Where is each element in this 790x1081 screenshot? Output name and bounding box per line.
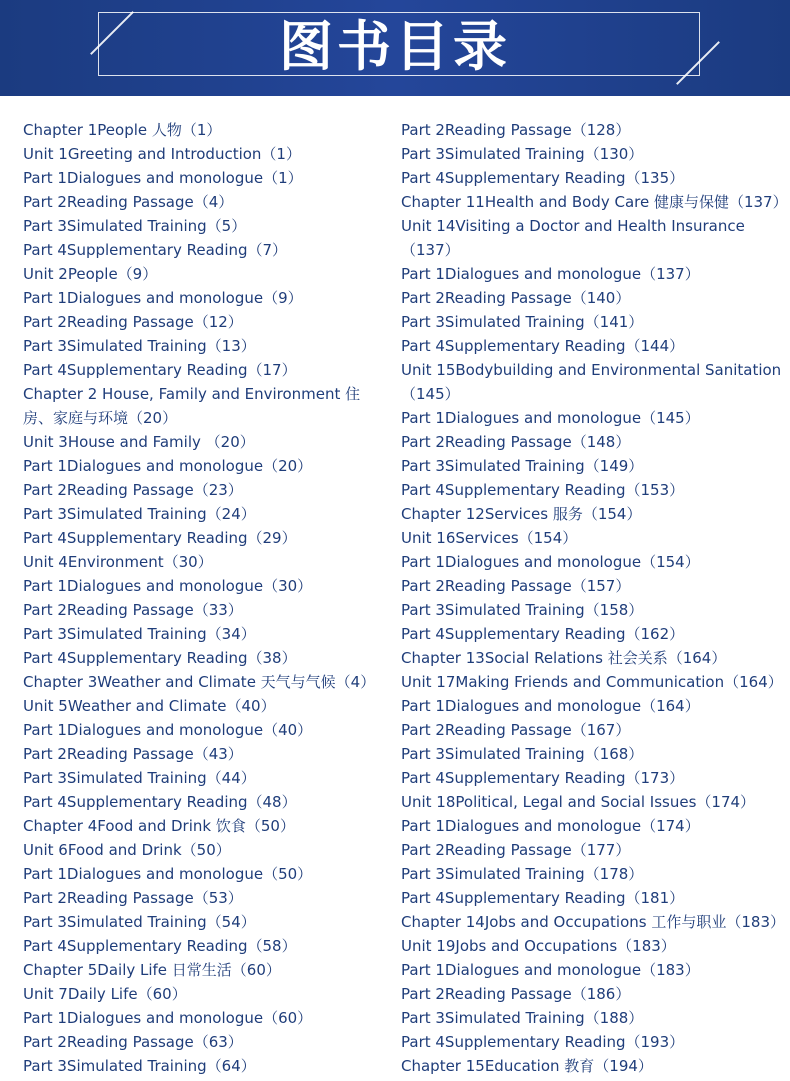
toc-entry: Part 2Reading Passage（167） [401, 721, 631, 739]
toc-entry: Part 4Supplementary Reading（173） [401, 769, 685, 787]
toc-entry: Part 2Reading Passage（23） [23, 481, 243, 499]
toc-entry: Part 2Reading Passage（53） [23, 889, 243, 907]
toc-entry: Part 1Dialogues and monologue（9） [23, 289, 303, 307]
toc-entry: Part 4Supplementary Reading（38） [23, 649, 297, 667]
toc-entry: Part 2Reading Passage（33） [23, 601, 243, 619]
toc-entry: Part 2Reading Passage（63） [23, 1033, 243, 1051]
toc-right-column [401, 118, 787, 1078]
toc-entry: Part 1Dialogues and monologue（40） [23, 721, 313, 739]
toc-entry: Part 3Simulated Training（54） [23, 913, 256, 931]
toc-entry: Unit 7Daily Life（60） [23, 985, 187, 1003]
toc-entry: Chapter 3Weather and Climate 天气与气候（4） [23, 673, 376, 691]
toc-entry: Part 3Simulated Training（130） [401, 145, 644, 163]
toc-entry: Part 3Simulated Training（168） [401, 745, 644, 763]
toc-entry: Part 3Simulated Training（34） [23, 625, 256, 643]
toc-entry: Chapter 5Daily Life 日常生活（60） [23, 961, 281, 979]
toc-entry: Unit 14Visiting a Doctor and Health Insurance（137） [401, 217, 745, 259]
toc-entry: Part 3Simulated Training（158） [401, 601, 644, 619]
toc-entry: Part 4Supplementary Reading（135） [401, 169, 685, 187]
toc-entry: Part 4Supplementary Reading（29） [23, 529, 297, 547]
toc-entry: Part 1Dialogues and monologue（145） [401, 409, 700, 427]
table-of-contents [0, 118, 790, 1081]
toc-entry: Part 2Reading Passage（186） [401, 985, 631, 1003]
toc-entry: Part 1Dialogues and monologue（60） [23, 1009, 313, 1027]
toc-entry: Part 1Dialogues and monologue（183） [401, 961, 700, 979]
toc-entry: Part 1Dialogues and monologue（30） [23, 577, 313, 595]
page-title: 图书目录 [279, 14, 511, 78]
toc-entry: Chapter 1People 人物（1） [23, 121, 222, 139]
toc-entry: Chapter 14Jobs and Occupations 工作与职业（183） [401, 913, 785, 931]
toc-entry: Part 2Reading Passage（128） [401, 121, 631, 139]
toc-entry: Chapter 15Education 教育（194） [401, 1057, 653, 1075]
toc-entry: Part 4Supplementary Reading（144） [401, 337, 685, 355]
toc-entry: Part 4Supplementary Reading（58） [23, 937, 297, 955]
toc-entry: Part 4Supplementary Reading（162） [401, 625, 685, 643]
toc-entry: Part 4Supplementary Reading（181） [401, 889, 685, 907]
toc-entry: Part 3Simulated Training（64） [23, 1057, 256, 1075]
toc-entry: Chapter 11Health and Body Care 健康与保健（137） [401, 193, 788, 211]
toc-entry: Part 4Supplementary Reading（48） [23, 793, 297, 811]
toc-entry: Part 3Simulated Training（24） [23, 505, 256, 523]
header-banner [0, 0, 790, 96]
toc-entry: Part 1Dialogues and monologue（164） [401, 697, 700, 715]
toc-entry: Part 3Simulated Training（141） [401, 313, 644, 331]
toc-entry: Part 2Reading Passage（157） [401, 577, 631, 595]
toc-entry: Unit 5Weather and Climate（40） [23, 697, 276, 715]
toc-entry: Chapter 4Food and Drink 饮食（50） [23, 817, 295, 835]
toc-entry: Part 4Supplementary Reading（153） [401, 481, 685, 499]
toc-entry: Unit 19Jobs and Occupations（183） [401, 937, 676, 955]
toc-entry: Part 3Simulated Training（5） [23, 217, 247, 235]
toc-entry: Part 1Dialogues and monologue（50） [23, 865, 313, 883]
toc-entry: Part 2Reading Passage（4） [23, 193, 234, 211]
toc-entry: Part 4Supplementary Reading（7） [23, 241, 288, 259]
toc-entry: Part 3Simulated Training（149） [401, 457, 644, 475]
toc-entry: Chapter 2 House, Family and Environment 住房、家庭与环境（20） [23, 385, 361, 427]
toc-entry: Part 1Dialogues and monologue（20） [23, 457, 313, 475]
toc-entry: Part 3Simulated Training（44） [23, 769, 256, 787]
toc-entry: Part 3Simulated Training（13） [23, 337, 256, 355]
toc-entry: Chapter 13Social Relations 社会关系（164） [401, 649, 727, 667]
toc-entry: Part 2Reading Passage（43） [23, 745, 243, 763]
toc-entry: Unit 17Making Friends and Communication（164） [401, 673, 783, 691]
toc-entry: Unit 2People（9） [23, 265, 158, 283]
toc-entry: Part 3Simulated Training（178） [401, 865, 644, 883]
toc-left-column [23, 118, 383, 1078]
toc-entry: Part 2Reading Passage（140） [401, 289, 631, 307]
toc-entry: Chapter 12Services 服务（154） [401, 505, 642, 523]
toc-entry: Part 2Reading Passage（148） [401, 433, 631, 451]
toc-entry: Unit 15Bodybuilding and Environmental Sanitation（145） [401, 361, 782, 403]
toc-entry: Part 2Reading Passage（177） [401, 841, 631, 859]
toc-entry: Part 4Supplementary Reading（193） [401, 1033, 685, 1051]
toc-entry: Part 1Dialogues and monologue（1） [23, 169, 303, 187]
toc-entry: Part 1Dialogues and monologue（154） [401, 553, 700, 571]
toc-entry: Part 1Dialogues and monologue（137） [401, 265, 700, 283]
toc-entry: Unit 6Food and Drink（50） [23, 841, 231, 859]
toc-entry: Unit 18Political, Legal and Social Issues（174） [401, 793, 756, 811]
toc-entry: Unit 3House and Family （20） [23, 433, 255, 451]
toc-entry: Part 2Reading Passage（12） [23, 313, 243, 331]
toc-entry: Unit 16Services（154） [401, 529, 578, 547]
toc-entry: Unit 4Environment（30） [23, 553, 213, 571]
toc-entry: Unit 1Greeting and Introduction（1） [23, 145, 301, 163]
toc-entry: Part 1Dialogues and monologue（174） [401, 817, 700, 835]
toc-entry: Part 4Supplementary Reading（17） [23, 361, 297, 379]
toc-entry: Part 3Simulated Training（188） [401, 1009, 644, 1027]
